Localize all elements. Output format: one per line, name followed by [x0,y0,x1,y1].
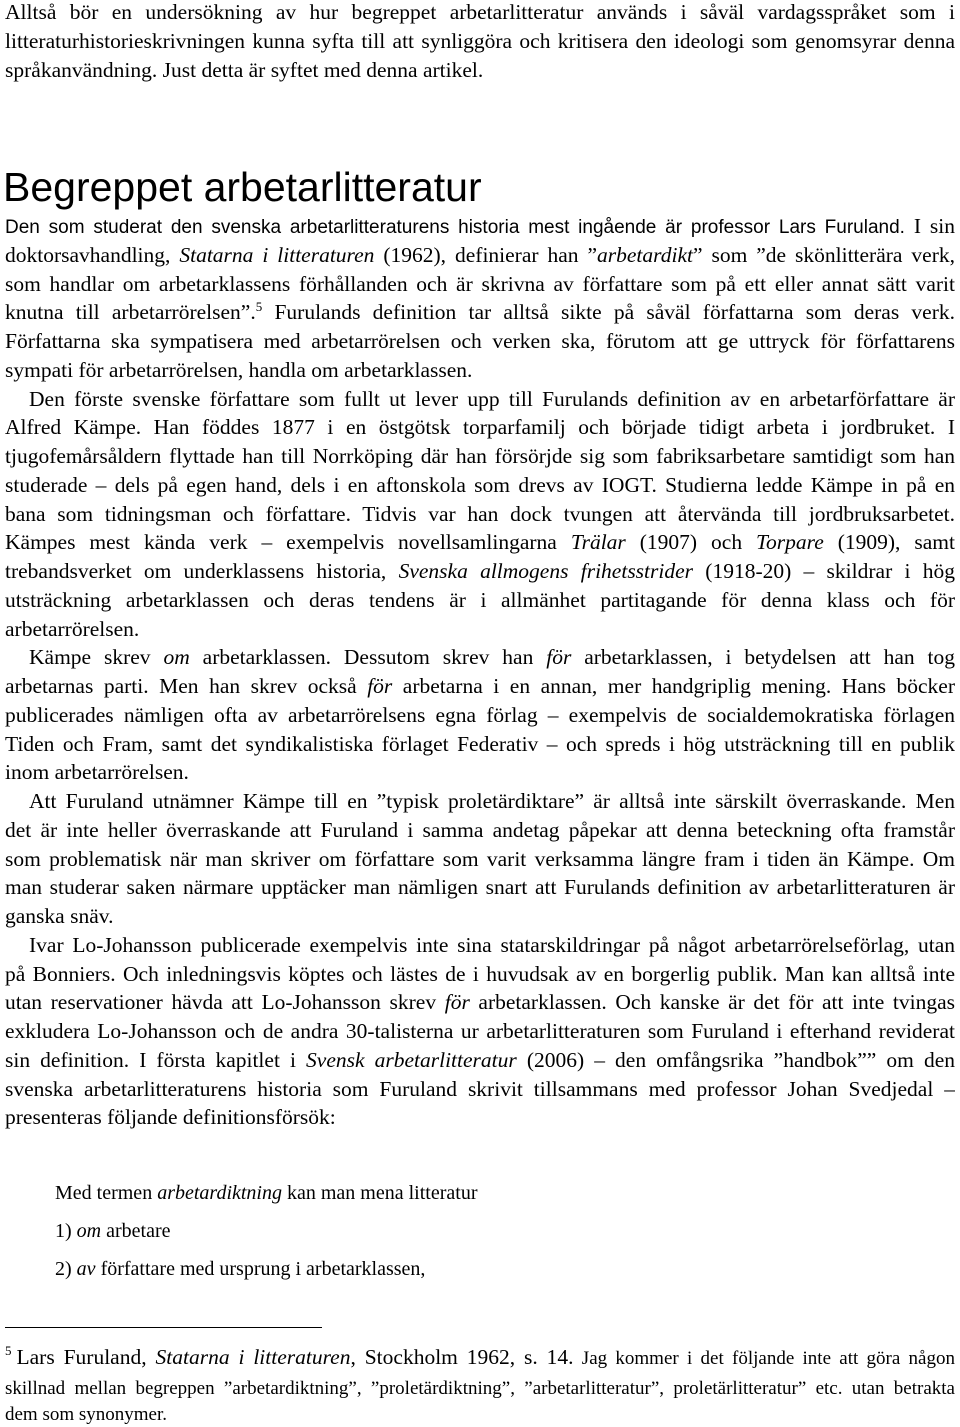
text-span: arbetarrörelsen. [5,616,140,641]
section-heading: Begreppet arbetarlitteratur [3,164,482,210]
text-span: inom arbetarrörelsen. [5,760,189,785]
text-span: litteraturhistorieskrivningen kunna syfta till att synliggöra och kritisera den ideologi som genomsyrar denna [5,28,955,53]
emphasized-text: för [444,990,470,1015]
emphasized-text: arbetardikt [597,242,693,267]
text-span: sin definition. I första kapitlet i [5,1047,307,1072]
emphasized-text: Statarna i litteraturen [179,242,375,267]
text-line [5,56,955,85]
text-span: Den förste svenske författare som fullt ut lever upp till Furulands definition av en arbetarförfattare är [29,386,955,411]
text-span: Jag kommer i det följande inte att göra någon [573,1348,955,1369]
emphasized-text: om [163,645,190,670]
text-line [5,0,955,27]
text-span: Författarna ska sympatisera med arbetarrörelsen och verken ska, förutom att ge uttryck för författarens [5,329,955,353]
text-line [5,298,955,327]
text-span: (1907) och [625,530,757,555]
text-span: publicerades nämligen ofta av arbetarrörelsens egna förlag – exempelvis de socialdemokratiska förlagen [5,702,955,727]
text-span: Alfred Kämpe. Han föddes 1877 i en östgötsk torparfamilj och började tidigt arbeta i jordbruket. I [5,415,955,440]
text-line [5,1342,955,1374]
text-line [5,873,955,902]
text-span: Den som studerat den svenska arbetarlitteraturens historia mest ingående är professor Lars Furuland. [5,217,905,238]
text-line [5,615,955,644]
text-line [5,27,955,56]
text-span: , Stockholm 1962, s. 14. [350,1345,574,1369]
text-span: knutna till arbetarrörelsen”. [5,300,256,325]
text-line [5,442,955,471]
text-line [55,1250,935,1288]
text-span: Att Furuland utnämner Kämpe till en ”typisk proletärdiktare” är alltså inte särskilt överraskande. Men [29,789,955,813]
text-span: utsträckning arbetarklassen och deras tendens är i allmänhet partitagande för denna klass och för [5,587,955,612]
emphasized-text: för [546,645,572,670]
text-span: Kämpe skrev [29,645,164,670]
text-line [5,528,955,557]
text-line [5,845,955,874]
text-span: exkludera Lo-Johansson och de andra 30-talisterna ur arbetarlitteraturen som Furuland i efterhand reviderat [5,1019,955,1043]
text-line [5,1103,955,1132]
emphasized-text: Svensk arbetarlitteratur [306,1047,517,1072]
text-span: ganska snäv. [5,904,114,928]
text-line [5,787,955,816]
text-span: på Bonniers. Och inledningsvis köptes och lästes de i huvudsak av en borgerlig publik. Man kan alltså inte [5,961,955,986]
text-span: författare med ursprung i arbetarklassen, [95,1258,426,1280]
text-line [5,1046,955,1075]
text-span: bana som tidningsman och författare. Tidvis var han dock tvungen att återvända till jordbruksarbetet. [5,501,955,526]
text-line [5,1075,955,1104]
footnote-separator [5,1327,322,1328]
text-span: (2006) – den omfångsrika ”handbok”” om den [516,1047,955,1072]
text-line [5,500,955,529]
emphasized-text: Torpare [756,530,824,555]
text-line [55,1174,935,1212]
text-span: arbetarklassen, i betydelsen att han tog [571,645,955,670]
text-line [5,672,955,701]
text-line [5,270,955,299]
text-span: skillnad mellan begreppen ”arbetardiktning”, ”proletärdiktning”, ”arbetarlitteratur”, proletärlitteratur” etc. utan betrakta [5,1378,955,1399]
text-line [5,471,955,500]
text-span: (1909), samt [823,530,955,555]
paragraph [5,787,955,931]
text-line [5,1374,955,1403]
text-span: Ivar Lo-Johansson publicerade exempelvis inte sina statarskildringar på något arbetarrörelseförlag, utan [29,932,955,957]
emphasized-text: arbetardiktning [157,1182,282,1204]
text-line [5,758,955,787]
text-span: Kämpes mest kända verk – exempelvis novellsamlingarna [5,530,571,555]
text-line [5,931,955,960]
text-line [5,960,955,989]
text-span: Lars Furuland, [16,1345,156,1369]
text-line [5,730,955,759]
emphasized-text: om [76,1220,102,1242]
text-span: dem som synonymer. [5,1404,168,1425]
text-span: 1) [55,1220,77,1242]
emphasized-text: av [76,1258,96,1280]
text-span: doktorsavhandling, [5,242,180,267]
emphasized-text: Statarna i litteraturen [155,1345,351,1369]
text-span: I sin [904,214,955,238]
text-span: utan reservationer hävda att Lo-Johansson skrev [5,990,445,1015]
text-line [5,327,955,356]
text-line [5,643,955,672]
footnote-reference: 5 [255,299,263,315]
text-line [5,586,955,615]
text-line [5,701,955,730]
section-body [5,212,955,1132]
text-span: kan man mena litteratur [282,1182,478,1204]
text-span: arbetarklassen. Och kanske är det för att inte tvingas [469,990,955,1015]
emphasized-text: för [367,674,393,698]
text-span: arbetarna i en annan, mer handgriplig mening. Hans böcker [392,674,955,698]
text-span: Alltså bör en undersökning av hur begreppet arbetarlitteratur används i såväl vardagsspråket som i [5,0,955,24]
text-line [5,413,955,442]
text-line [5,988,955,1017]
intro-paragraph [5,0,955,84]
text-span: arbetarklassen. Dessutom skrev han [189,645,547,670]
text-span: Tiden och Fram, samt det syndikalistiska förlaget Federativ – och spreds i hög utsträckning till en publik [5,731,955,756]
text-line [5,1017,955,1046]
paragraph [5,385,955,644]
text-span: Med termen [55,1182,158,1204]
text-span: språkanvändning. Just detta är syftet med denna artikel. [5,57,484,82]
text-span: som problematisk när man skriver om författare som varit verksamma längre fram i tiden än Kämpe. Om [5,846,955,871]
text-line [5,385,955,414]
footnote [5,1342,955,1427]
text-span: arbetare [101,1220,171,1242]
text-line [5,212,955,241]
paragraph [5,212,955,385]
text-line [5,241,955,270]
text-span: (1918-20) – skildrar i hög [693,559,955,583]
text-line [5,557,955,586]
text-span: det är inte heller överraskande att Furuland i samma andetag påpekar att denna beteckning ofta framstår [5,817,955,842]
footnote-reference: 5 [5,1343,12,1358]
emphasized-text: Svenska allmogens frihetsstrider [398,559,694,583]
paragraph [5,931,955,1132]
text-span: trebandsverket om underklassens historia, [5,559,399,583]
text-span: tjugofemårsåldern flyttade han till Norrköping där han försörjde sig som fabriksarbetare samtidigt som han [5,444,955,468]
text-span: presenteras följande definitionsförsök: [5,1105,336,1130]
emphasized-text: Trälar [570,530,626,555]
text-line [5,816,955,845]
text-span: Furulands definition tar alltså sikte på såväl författarna som deras verk. [262,300,955,325]
text-span: 2) [55,1258,77,1280]
text-line [5,1403,955,1427]
text-line [55,1212,935,1250]
block-quote [55,1174,935,1288]
text-span: arbetarnas parti. Men han skrev också [5,674,368,698]
text-span: (1962), definierar han ” [374,242,598,267]
text-span: studerade – dels på egen hand, dels i en aftonskola som drevs av IOGT. Studierna ledde Kämpe in på en [5,472,955,497]
text-line [5,902,955,931]
text-span: man studerar saken närmare upptäcker man nämligen snart att Furulands definition av arbetarlitteraturen är [5,875,955,900]
text-span: svenska arbetarlitteraturens historia som Furuland skrivit tillsammans med professor Johan Svedjedal – [5,1076,955,1101]
text-span: som handlar om arbetarklassens förhållanden och är skrivna av författare som på ett eller annat sätt varit [5,271,955,296]
text-span: sympati för arbetarrörelsen, handla om arbetarklassen. [5,357,473,382]
text-line [5,356,955,385]
text-span: ” som ”de skönlitterära verk, [692,242,955,267]
paragraph [5,643,955,787]
